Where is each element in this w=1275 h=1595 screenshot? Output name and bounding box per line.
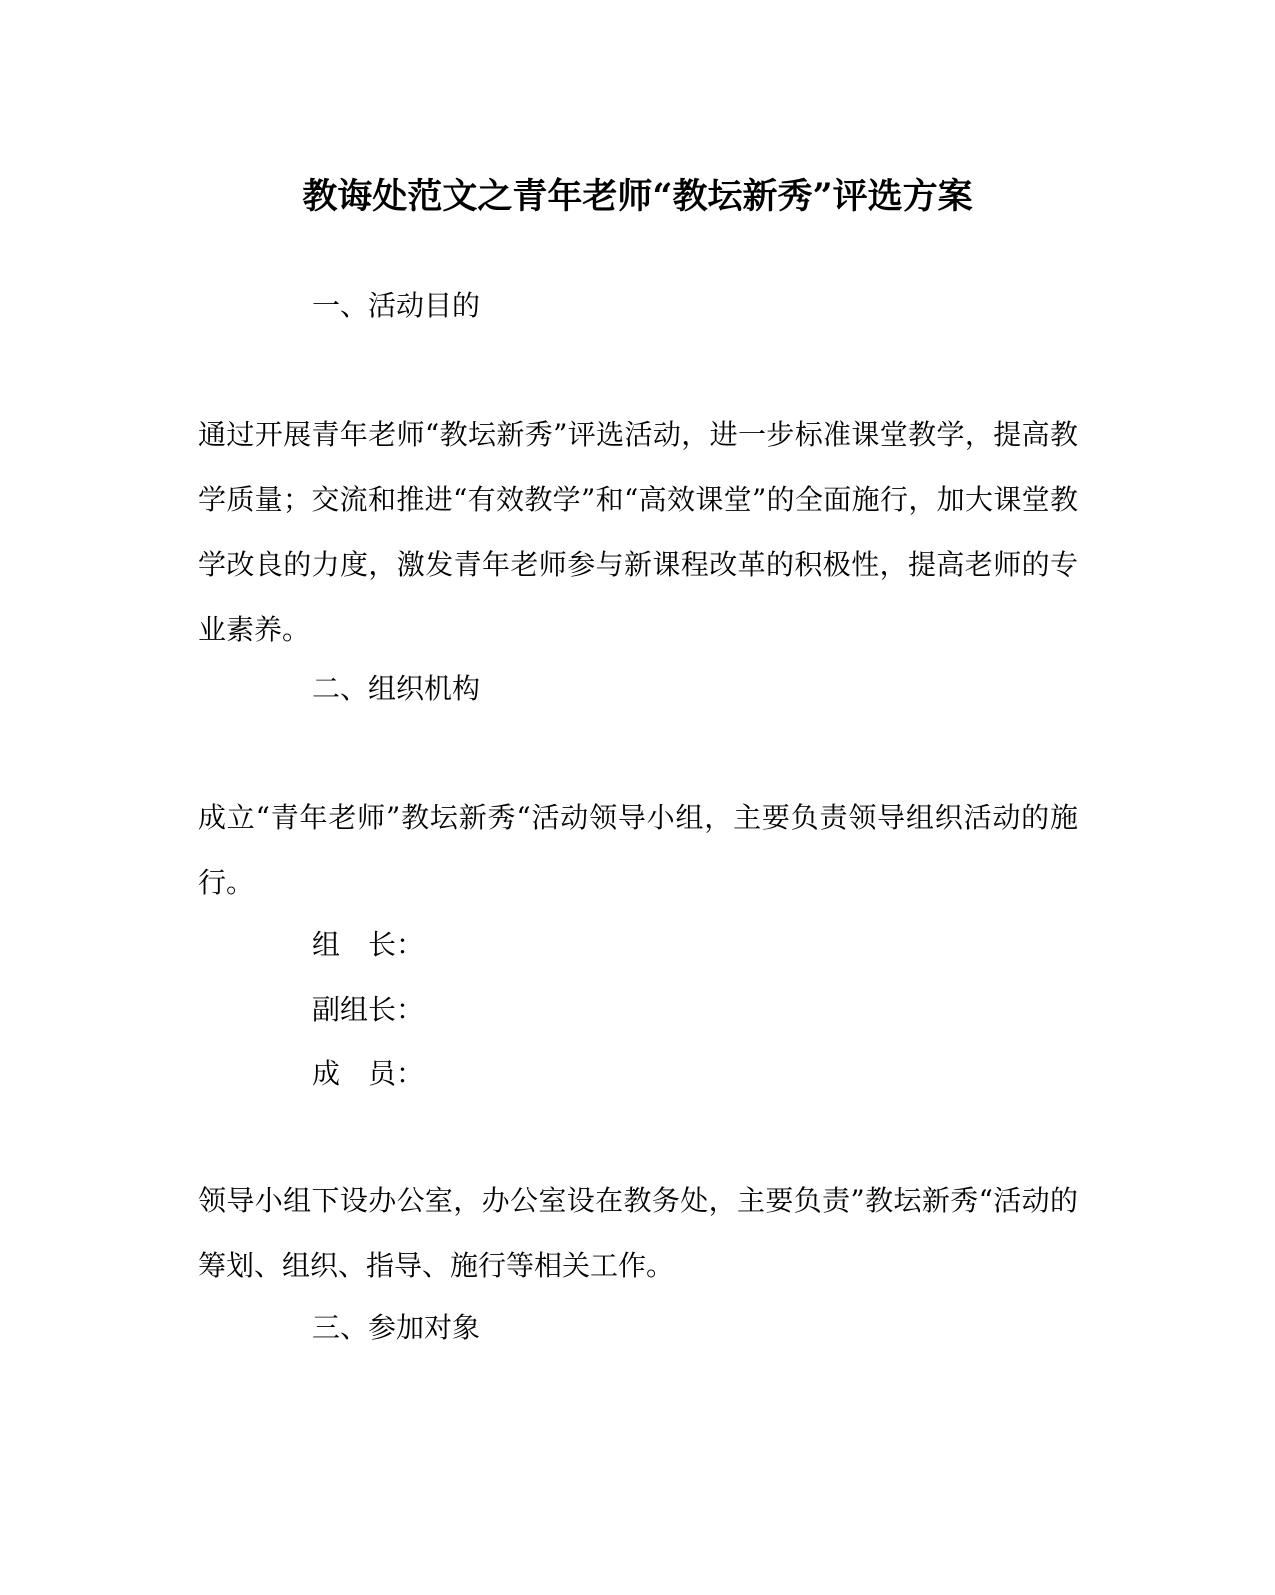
member-leader: 组 长： xyxy=(312,928,425,961)
section-heading-organization: 二、组织机构 xyxy=(312,672,481,705)
member-deputy-leader: 副组长： xyxy=(312,993,425,1026)
document-title: 教诲处范文之青年老师“教坛新秀”评选方案 xyxy=(302,176,973,217)
section-heading-purpose: 一、活动目的 xyxy=(312,289,481,322)
section-heading-participants: 三、参加对象 xyxy=(312,1311,481,1344)
paragraph-leading-group: 成立“青年老师”教坛新秀“活动领导小组，主要负责领导组织活动的施行。 xyxy=(198,801,1078,899)
member-members: 成 员： xyxy=(312,1057,425,1090)
paragraph-purpose: 通过开展青年老师“教坛新秀”评选活动，进一步标准课堂教学，提高教学质量；交流和推进“有效教学”和“高效课堂”的全面施行，加大课堂教学改良的力度，激发青年老师参与新课程改革的积极性，提高老师的专业素养。 xyxy=(198,418,1078,646)
paragraph-office: 领导小组下设办公室，办公室设在教务处，主要负责”教坛新秀“活动的筹划、组织、指导、施行等相关工作。 xyxy=(198,1184,1078,1282)
